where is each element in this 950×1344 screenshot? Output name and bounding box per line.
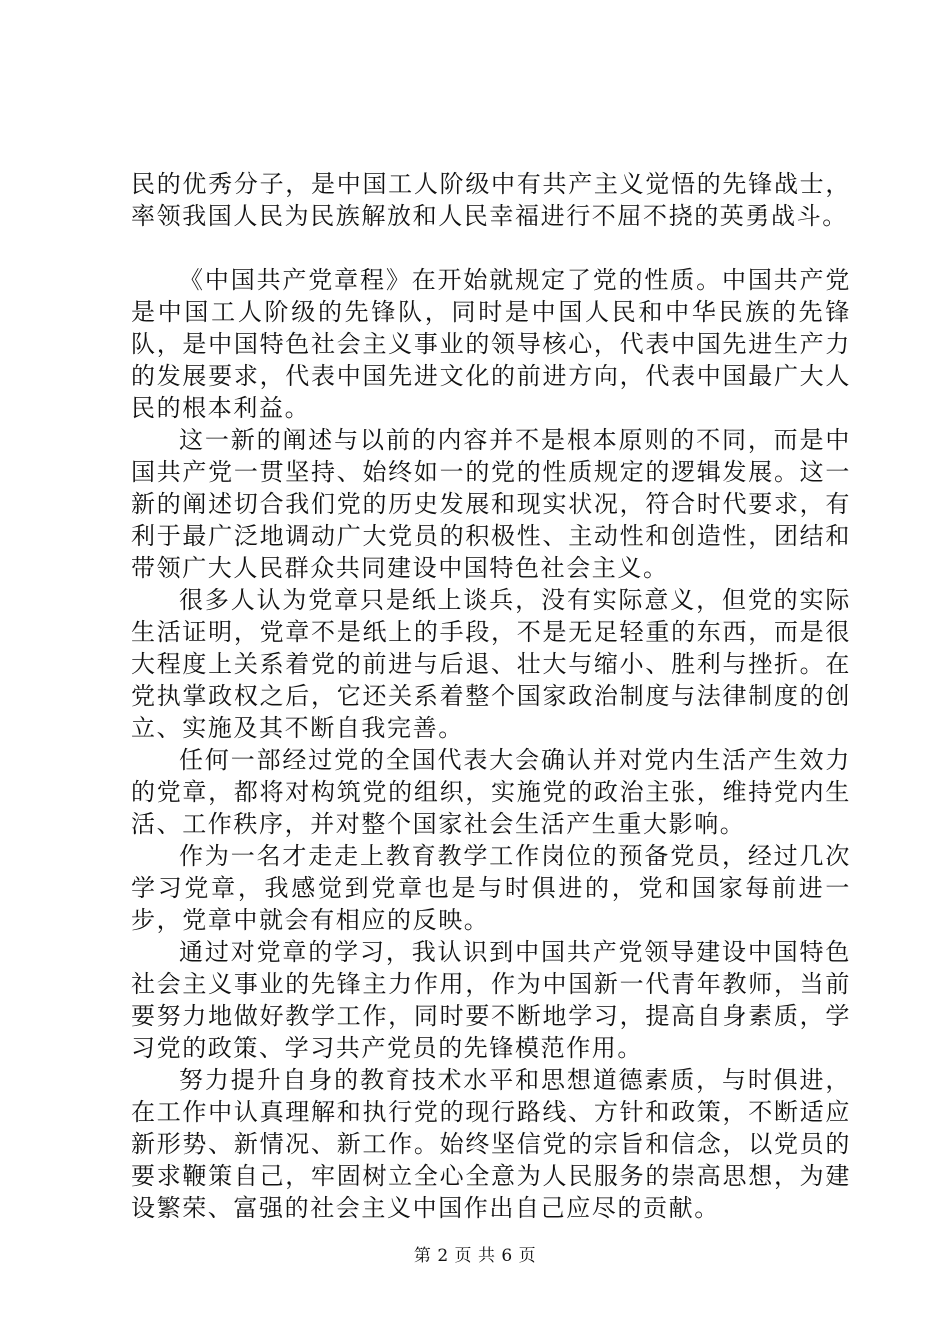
page-number-footer: 第 2 页 共 6 页 [413, 1246, 537, 1266]
paragraph: 作为一名才走走上教育教学工作岗位的预备党员，经过几次学习党章，我感觉到党章也是与时俱进的，党和国家每前进一步，党章中就会有相应的反映。 [131, 842, 851, 934]
paragraph: 任何一部经过党的全国代表大会确认并对党内生活产生效力的党章，都将对构筑党的组织，实施党的政治主张，维持党内生活、工作秩序，并对整个国家社会生活产生重大影响。 [131, 746, 851, 838]
document-body [131, 168, 851, 1224]
paragraph: 《中国共产党章程》在开始就规定了党的性质。中国共产党是中国工人阶级的先锋队，同时是中国人民和中华民族的先锋队，是中国特色社会主义事业的领导核心，代表中国先进生产力的发展要求，代表中国先进文化的前进方向，代表中国最广大人民的根本利益。 [131, 266, 851, 422]
paragraph-continuation: 民的优秀分子，是中国工人阶级中有共产主义觉悟的先锋战士，率领我国人民为民族解放和人民幸福进行不屈不挠的英勇战斗。 [131, 170, 851, 230]
paragraph: 很多人认为党章只是纸上谈兵，没有实际意义，但党的实际生活证明，党章不是纸上的手段，不是无足轻重的东西，而是很大程度上关系着党的前进与后退、壮大与缩小、胜利与挫折。在党执掌政权之后，它还关系着整个国家政治制度与法律制度的创立、实施及其不断自我完善。 [131, 586, 851, 742]
paragraph: 这一新的阐述与以前的内容并不是根本原则的不同，而是中国共产党一贯坚持、始终如一的党的性质规定的逻辑发展。这一新的阐述切合我们党的历史发展和现实状况，符合时代要求，有利于最广泛地调动广大党员的积极性、主动性和创造性，团结和带领广大人民群众共同建设中国特色社会主义。 [131, 426, 851, 582]
paragraph: 努力提升自身的教育技术水平和思想道德素质，与时俱进，在工作中认真理解和执行党的现行路线、方针和政策，不断适应新形势、新情况、新工作。始终坚信党的宗旨和信念，以党员的要求鞭策自己，牢固树立全心全意为人民服务的崇高思想，为建设繁荣、富强的社会主义中国作出自己应尽的贡献。 [131, 1066, 851, 1222]
paragraph: 通过对党章的学习，我认识到中国共产党领导建设中国特色社会主义事业的先锋主力作用，作为中国新一代青年教师，当前要努力地做好教学工作，同时要不断地学习，提高自身素质，学习党的政策、学习共产党员的先锋模范作用。 [131, 938, 851, 1062]
